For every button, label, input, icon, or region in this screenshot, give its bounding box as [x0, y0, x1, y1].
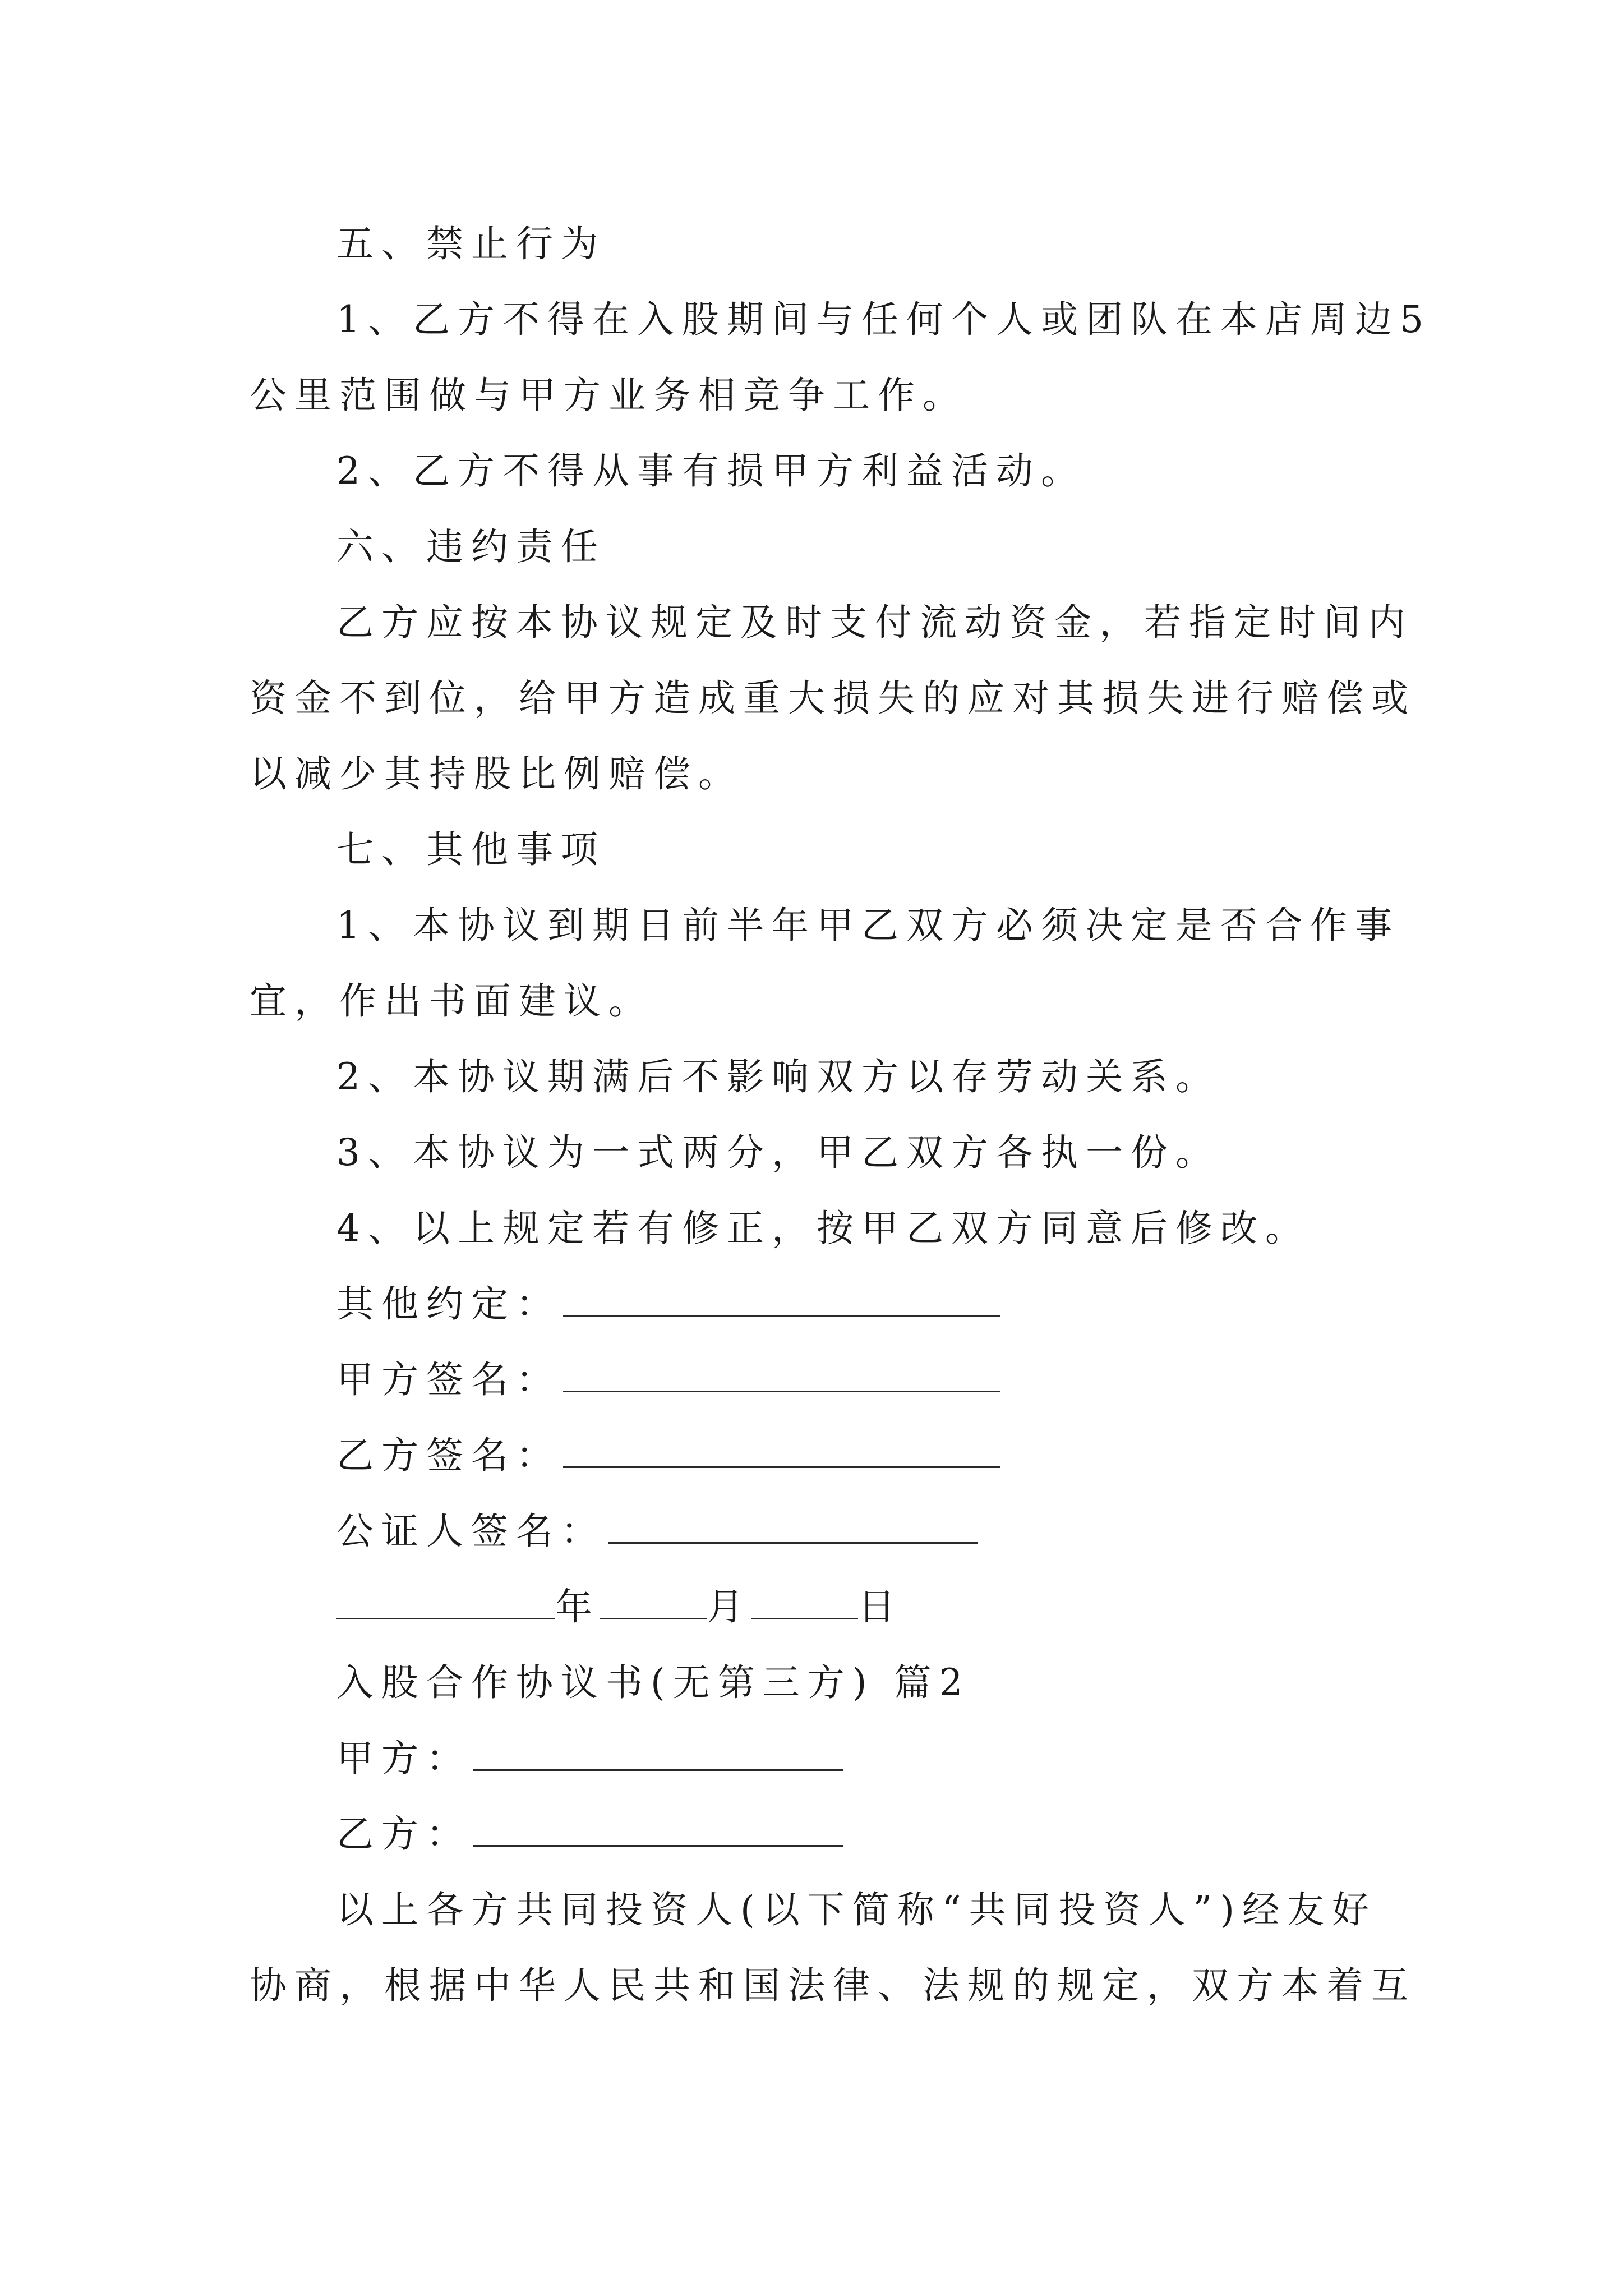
party-b-signature-label: 乙方签名：	[336, 1434, 561, 1477]
notary-signature-label: 公证人签名：	[336, 1510, 606, 1553]
paragraph-line: 协商，根据中华人民共和国法律、法规的规定，双方本着互	[250, 1964, 1416, 2007]
notary-signature-field	[336, 1509, 978, 1554]
section-heading-other: 七、其他事项	[336, 828, 606, 871]
other-agreement-blank[interactable]	[563, 1283, 1000, 1317]
paragraph-line: 4、以上规定若有修正，按甲乙双方同意后修改。	[336, 1207, 1310, 1250]
notary-signature-blank[interactable]	[608, 1511, 978, 1544]
year-label: 年	[555, 1585, 600, 1628]
day-blank[interactable]	[751, 1586, 858, 1619]
other-agreement-label: 其他约定：	[336, 1282, 561, 1326]
party-a-signature-field	[336, 1358, 1000, 1402]
paragraph-line: 3、本协议为一式两分，甲乙双方各执一份。	[336, 1131, 1220, 1174]
party-a-signature-blank[interactable]	[563, 1359, 1000, 1392]
paragraph-line: 资金不到位，给甲方造成重大损失的应对其损失进行赔偿或	[250, 677, 1416, 720]
month-blank[interactable]	[600, 1586, 707, 1619]
party-a-signature-label: 甲方签名：	[336, 1358, 561, 1401]
section2-party-a-blank[interactable]	[473, 1738, 843, 1771]
section2-party-a-field	[336, 1736, 843, 1781]
day-label: 日	[858, 1585, 903, 1628]
section-heading-prohibited: 五、禁止行为	[336, 222, 606, 265]
paragraph-line: 宜，作出书面建议。	[250, 979, 653, 1023]
section2-party-a-label: 甲方：	[336, 1737, 471, 1780]
paragraph-line: 1、本协议到期日前半年甲乙双方必须决定是否合作事	[336, 904, 1400, 947]
date-line	[336, 1585, 903, 1630]
month-label: 月	[707, 1585, 751, 1628]
paragraph-line: 以减少其持股比例赔偿。	[250, 752, 743, 795]
section2-party-b-field	[336, 1812, 843, 1857]
paragraph-line: 2、本协议期满后不影响双方以存劳动关系。	[336, 1055, 1220, 1098]
party-b-signature-blank[interactable]	[563, 1435, 1000, 1468]
section2-title: 入股合作协议书(无第三方) 篇2	[336, 1661, 971, 1704]
paragraph-line: 以上各方共同投资人(以下简称“共同投资人”)经友好	[336, 1888, 1377, 1931]
other-agreement-field	[336, 1282, 1000, 1327]
paragraph-line: 乙方应按本协议规定及时支付流动资金，若指定时间内	[336, 601, 1413, 644]
section2-party-b-label: 乙方：	[336, 1812, 471, 1856]
paragraph-line: 公里范围做与甲方业务相竞争工作。	[250, 374, 967, 417]
section2-party-b-blank[interactable]	[473, 1814, 843, 1847]
party-b-signature-field	[336, 1433, 1000, 1478]
section-heading-liability: 六、违约责任	[336, 525, 606, 568]
year-blank[interactable]	[336, 1586, 555, 1619]
paragraph-line: 2、乙方不得从事有损甲方利益活动。	[336, 449, 1086, 493]
paragraph-line: 1、乙方不得在入股期间与任何个人或团队在本店周边5	[336, 298, 1431, 341]
